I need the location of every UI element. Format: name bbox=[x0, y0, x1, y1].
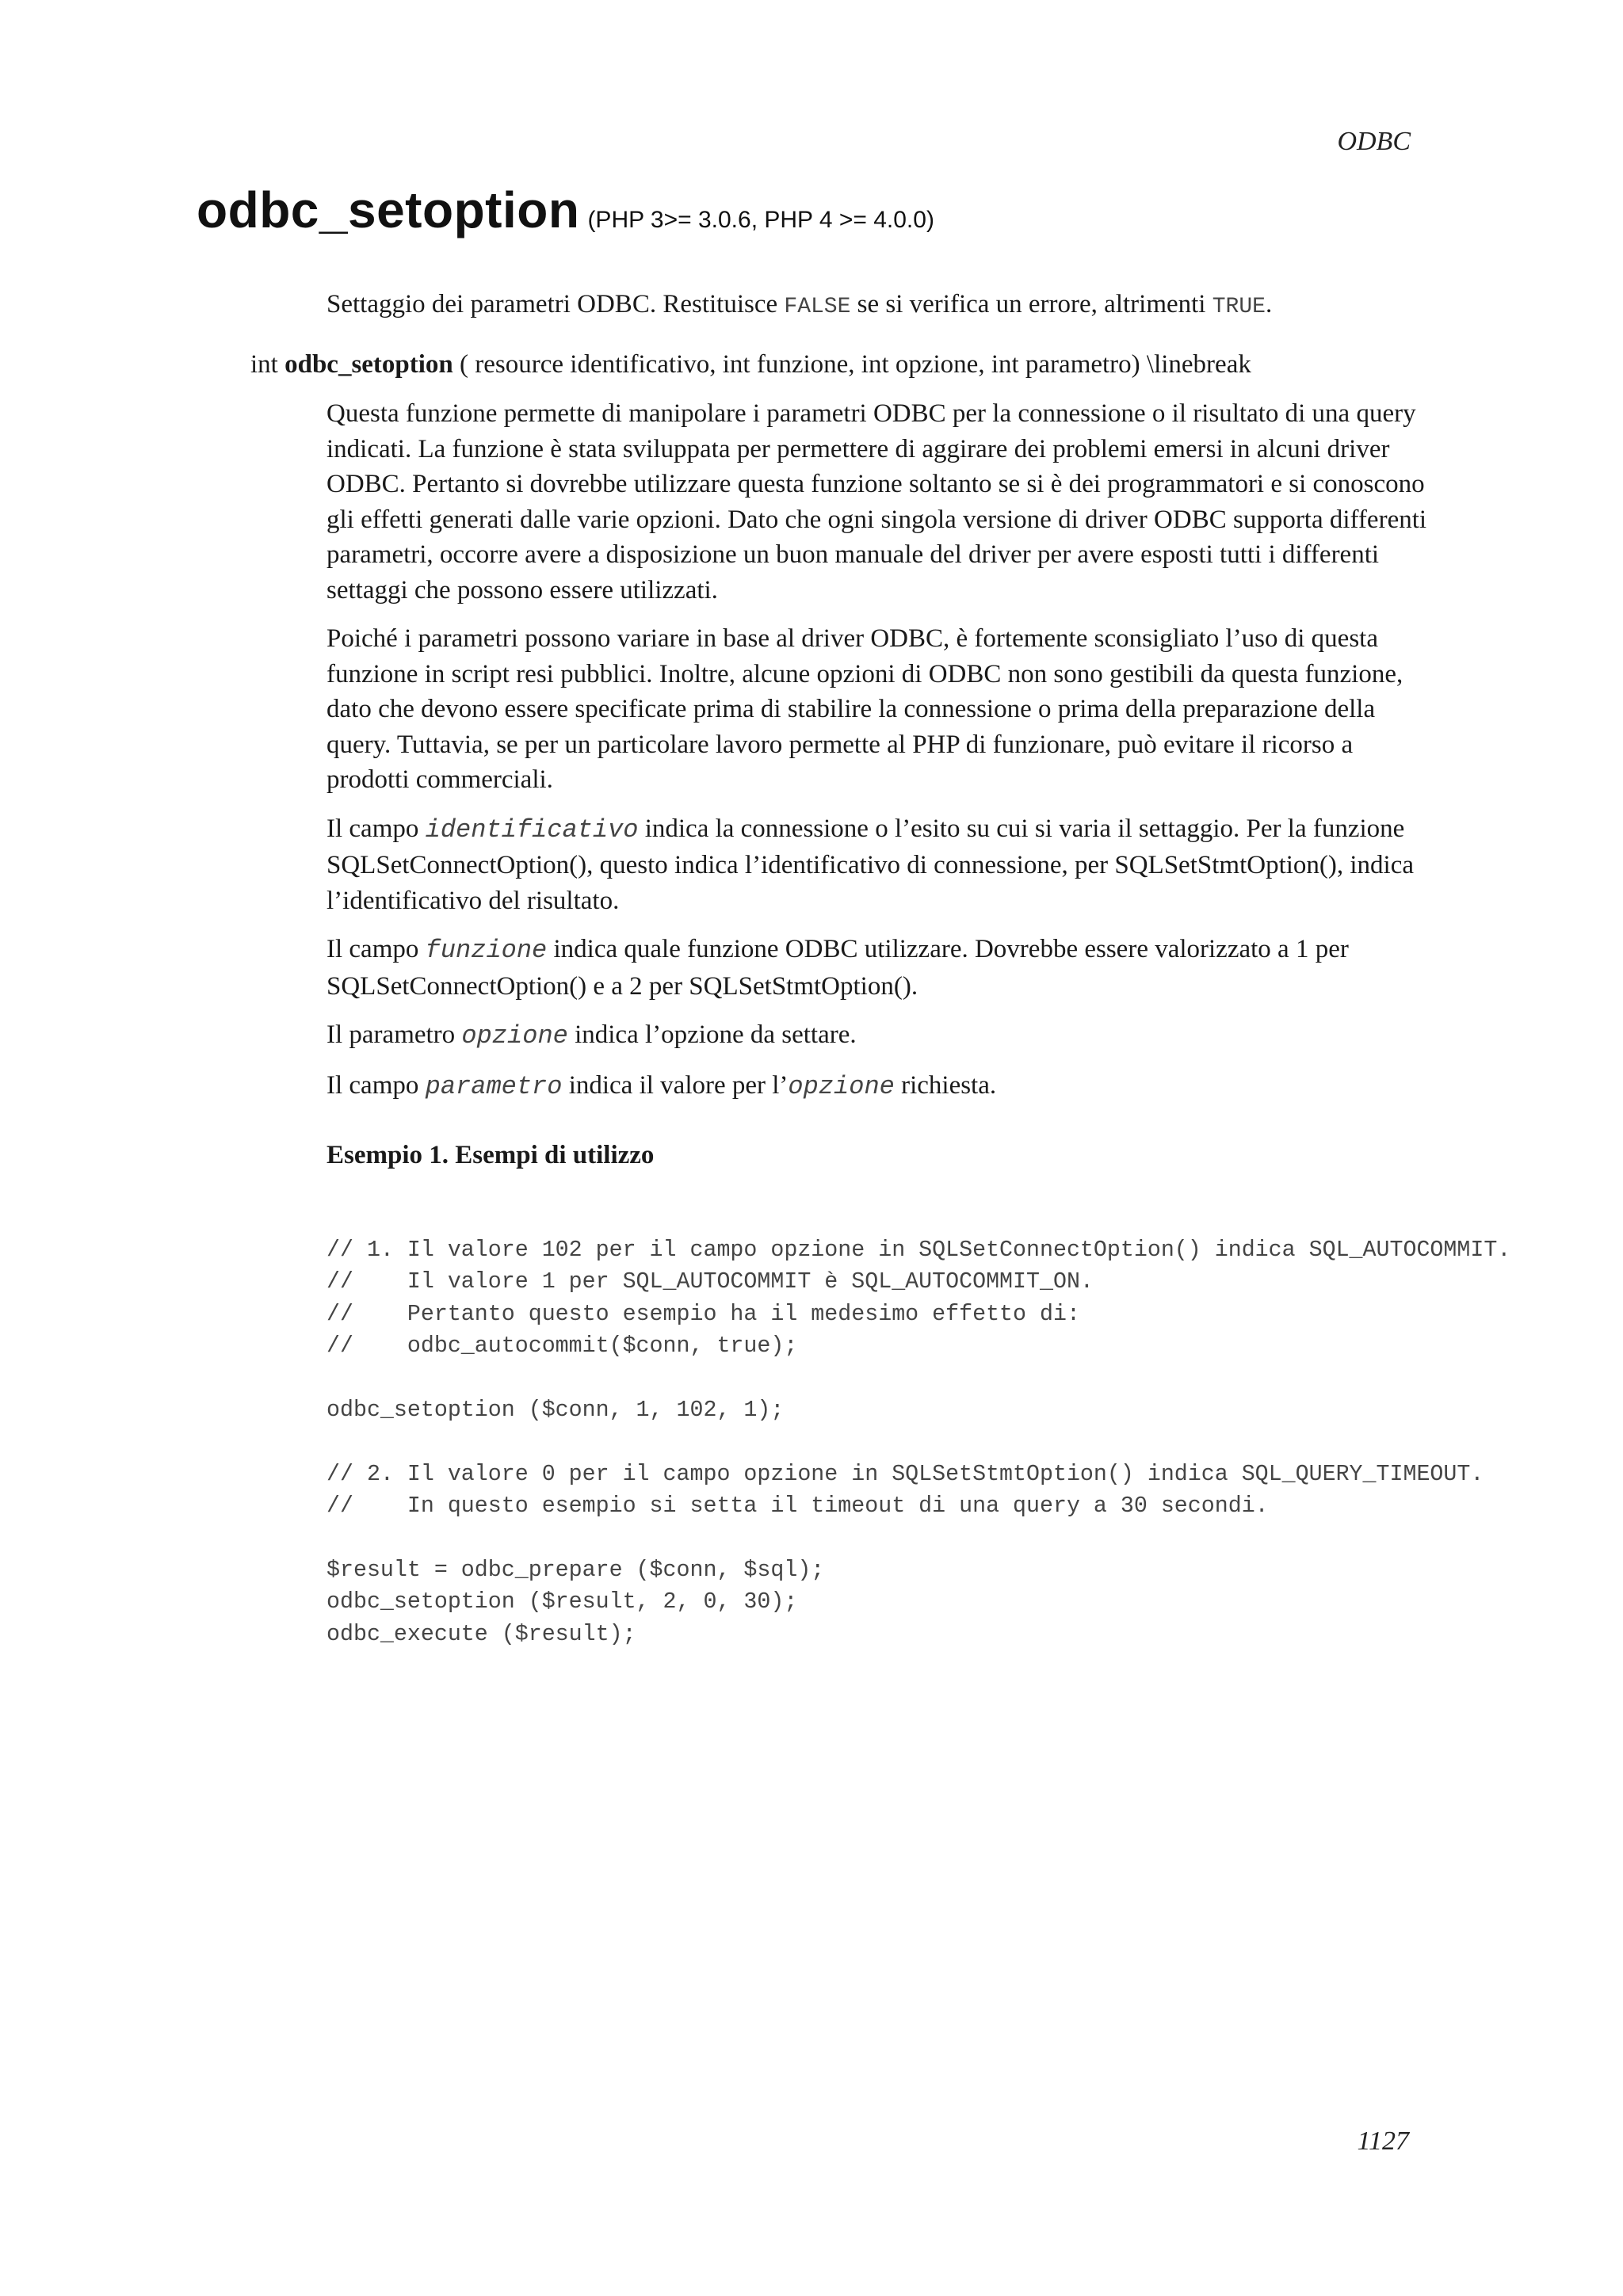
example-title: Esempio 1. Esempi di utilizzo bbox=[327, 1141, 655, 1169]
param-identificativo-paragraph bbox=[327, 811, 1428, 919]
paragraph-text: Il campo bbox=[327, 1070, 426, 1100]
description-body bbox=[327, 396, 1428, 1118]
function-summary bbox=[327, 287, 1272, 325]
param-name: identificativo bbox=[425, 814, 639, 845]
running-header: ODBC bbox=[1337, 127, 1411, 156]
signature-function-name: odbc_setoption bbox=[285, 350, 453, 379]
paragraph-text: indica la connessione o l’esito su cui si varia il settaggio. Per la funzione SQLSetConnectOption(), questo indica l’identificativo di connessione, per SQLSetStmtOption(), indica l’identificativo del risultato. bbox=[327, 814, 1415, 915]
php-versions: (PHP 3>= 3.0.6, PHP 4 >= 4.0.0) bbox=[587, 207, 934, 233]
paragraph-text: Il campo bbox=[327, 814, 426, 843]
paragraph-text: richiesta. bbox=[894, 1070, 997, 1100]
signature-params: ( resource identificativo, int funzione, int opzione, int parametro) \linebreak bbox=[453, 350, 1251, 379]
function-title bbox=[197, 181, 934, 239]
description-paragraph: Poiché i parametri possono variare in base al driver ODBC, è fortemente sconsigliato l’uso di questa funzione in script resi pubblici. Inoltre, alcune opzioni di ODBC non sono gestibili da questa funzione, dato che devono essere specificate prima di stabilire la connessione o prima della preparazione della query. Tuttavia, se per un particolare lavoro permette al PHP di funzionare, può evitare il ricorso a prodotti commerciali. bbox=[327, 624, 1403, 794]
param-name: parametro bbox=[425, 1071, 563, 1101]
param-parametro-paragraph bbox=[327, 1068, 1428, 1105]
function-signature bbox=[250, 347, 1251, 382]
code-example: // 1. Il valore 102 per il campo opzione in SQLSetConnectOption() indica SQL_AUTOCOMMIT. // Il valore 1 per SQL_AUTOCOMMIT è SQL_AUTOCOMMIT_ON. // Pertanto questo esempio ha il medesimo effetto di: // odbc_autocommit($conn, true); odbc_setoption ($conn, 1, 102, 1); // 2. Il valore 0 per il campo opzione in SQLSetStmtOption() indica SQL_QUERY_TIMEOUT. // In questo esempio si setta il timeout di una query a 30 secondi. $result = odbc_prepare ($conn, $sql); odbc_setoption ($result, 2, 0, 30); odbc_execute ($result); bbox=[327, 1238, 1511, 1647]
description-paragraph: Questa funzione permette di manipolare i parametri ODBC per la connessione o il risultato di una query indicati. La funzione è stata sviluppata per permettere di aggirare dei problemi emersi in alcuni driver ODBC. Pertanto si dovrebbe utilizzare questa funzione soltanto se si è dei programmatori e si conoscono gli effetti generati dalle varie opzioni. Dato che ogni singola versione di driver ODBC supporta differenti parametri, occorre avere a disposizione un buon manuale del driver per avere esposti tutti i differenti settaggi che possono essere utilizzati. bbox=[327, 399, 1427, 605]
paragraph-text: indica il valore per l’ bbox=[562, 1070, 789, 1100]
paragraph-text: indica l’opzione da settare. bbox=[567, 1020, 857, 1049]
paragraph-text: Il campo bbox=[327, 935, 426, 963]
paragraph-text: Il parametro bbox=[327, 1020, 462, 1049]
param-name: opzione bbox=[461, 1021, 568, 1051]
page-number: 1127 bbox=[1357, 2126, 1409, 2156]
param-name: funzione bbox=[425, 936, 548, 965]
true-constant: TRUE bbox=[1212, 295, 1266, 319]
false-constant: FALSE bbox=[784, 295, 851, 319]
summary-text-before: Settaggio dei parametri ODBC. Restituisce bbox=[327, 290, 785, 318]
param-opzione-paragraph bbox=[327, 1017, 1428, 1055]
summary-text-after: . bbox=[1265, 290, 1273, 318]
param-funzione-paragraph bbox=[327, 932, 1428, 1004]
summary-text-middle: se si verifica un errore, altrimenti bbox=[850, 290, 1212, 318]
paragraph-text: indica quale funzione ODBC utilizzare. Dovrebbe essere valorizzato a 1 per SQLSetConnectOption() e a 2 per SQLSetStmtOption(). bbox=[327, 935, 1349, 1001]
return-type: int bbox=[250, 350, 285, 379]
function-name-heading: odbc_setoption bbox=[197, 181, 580, 238]
param-name: opzione bbox=[788, 1071, 895, 1101]
